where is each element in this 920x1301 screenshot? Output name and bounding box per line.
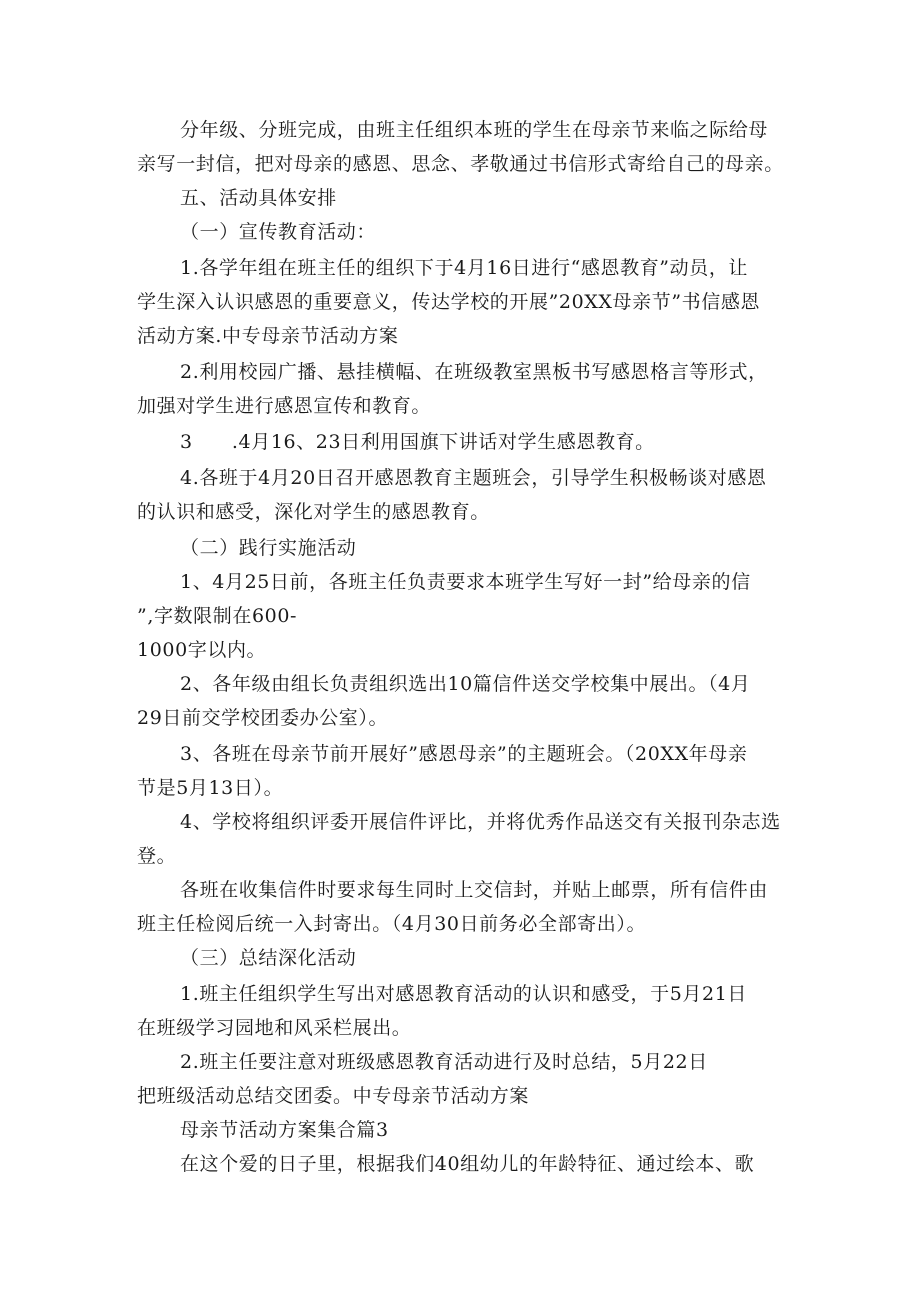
- subsection-heading: （三）总结深化活动: [180, 947, 357, 969]
- paragraph-line: 亲写一封信，把对母亲的感恩、思念、孝敬通过书信形式寄给自己的母亲。: [137, 153, 784, 175]
- paragraph-line: 登。: [137, 845, 177, 867]
- paragraph-line: 4.各班于4月20日召开感恩教育主题班会，引导学生积极畅谈对感恩: [180, 467, 767, 489]
- paragraph-line: 4、学校将组织评委开展信件评比，并将优秀作品送交有关报刊杂志选: [180, 811, 781, 833]
- paragraph-line: 在这个爱的日子里，根据我们40组幼儿的年龄特征、通过绘本、歌: [180, 1153, 755, 1175]
- section-heading: 五、活动具体安排: [180, 187, 337, 209]
- paragraph-line: 29日前交学校团委办公室）。: [137, 707, 389, 729]
- paragraph-line: 3、各班在母亲节前开展好”感恩母亲”的主题班会。（20XX年母亲: [180, 743, 748, 765]
- paragraph-line: 1、4月25日前，各班主任负责要求本班学生写好一封”给母亲的信: [180, 571, 751, 593]
- paragraph-line: 的认识和感受，深化对学生的感恩教育。: [137, 501, 490, 523]
- paragraph-line: 活动方案.中专母亲节活动方案: [137, 325, 399, 347]
- subsection-heading: （一）宣传教育活动：: [180, 221, 377, 243]
- subsection-heading: （二）践行实施活动: [180, 537, 357, 559]
- paragraph-line: ”,字数限制在600-: [137, 605, 298, 627]
- paragraph-line: 节是5月13日）。: [137, 777, 284, 799]
- paragraph-line: 2、各年级由组长负责组织选出10篇信件送交学校集中展出。（4月: [180, 673, 751, 695]
- paragraph-line: 各班在收集信件时要求每生同时上交信封，并贴上邮票，所有信件由: [180, 879, 769, 901]
- paragraph-line: 班主任检阅后统一入封寄出。（4月30日前务必全部寄出）。: [137, 913, 647, 935]
- paragraph-line: 1.班主任组织学生写出对感恩教育活动的认识和感受，于5月21日: [180, 983, 747, 1005]
- paragraph-line: 3 .4月16、23日利用国旗下讲话对学生感恩教育。: [180, 431, 655, 453]
- paragraph-line: 2.利用校园广播、悬挂横幅、在班级教室黑板书写感恩格言等形式，: [180, 361, 768, 383]
- section-heading: 母亲节活动方案集合篇3: [180, 1119, 389, 1141]
- paragraph-line: 在班级学习园地和风采栏展出。: [137, 1017, 412, 1039]
- paragraph-line: 加强对学生进行感恩宣传和教育。: [137, 395, 432, 417]
- paragraph-line: 学生深入认识感恩的重要意义，传达学校的开展”20XX母亲节”书信感恩: [137, 291, 761, 313]
- paragraph-line: 把班级活动总结交团委。中专母亲节活动方案: [137, 1085, 530, 1107]
- paragraph-line: 1000字以内。: [137, 639, 267, 661]
- paragraph-line: 1.各学年组在班主任的组织下于4月16日进行“感恩教育”动员，让: [180, 257, 749, 279]
- paragraph-line: 分年级、分班完成，由班主任组织本班的学生在母亲节来临之际给母: [180, 119, 769, 141]
- paragraph-line: 2.班主任要注意对班级感恩教育活动进行及时总结，5月22日: [180, 1051, 708, 1073]
